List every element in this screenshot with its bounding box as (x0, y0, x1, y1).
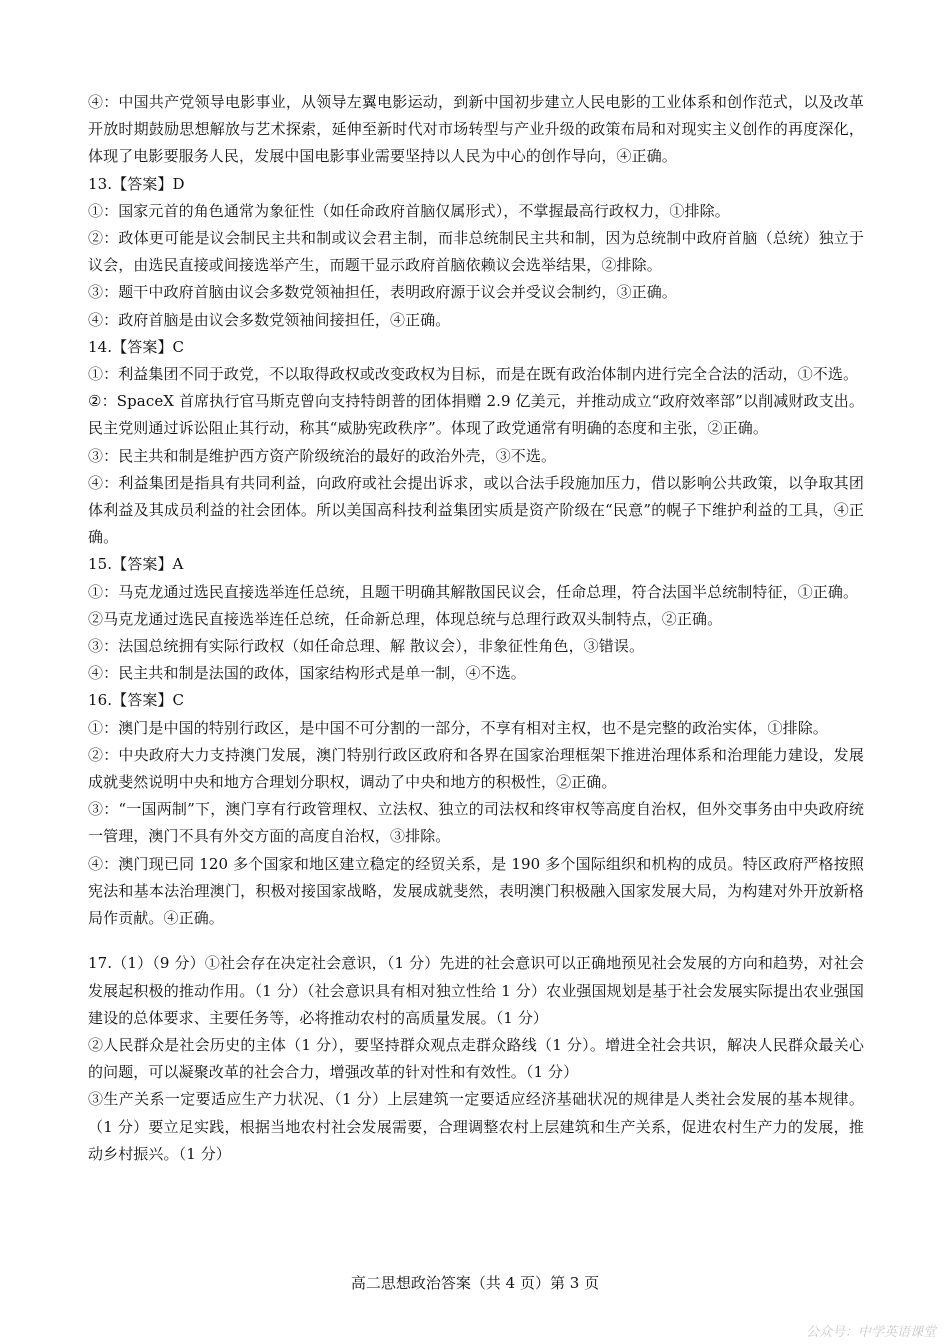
paragraph: ①：马克龙通过选民直接选举连任总统，且题干明确其解散国民议会，任命总理，符合法国半总统制特征，①正确。 (88, 582, 859, 601)
paragraph: ②：政体更可能是议会制民主共和制或议会君主制，而非总统制民主共和制，因为总统制中政府首脑（总统）独立于议会，由选民直接或间接选举产生，而题干显示政府首脑依赖议会选举结果，②排除。 (88, 229, 864, 275)
paragraph: ②：中央政府大力支持澳门发展，澳门特别行政区政府和各界在国家治理框架下推进治理体系和治理能力建设，发展成就斐然说明中央和地方合理划分职权，调动了中央和地方的积极性，②正确。 (88, 745, 864, 792)
paragraph: ③：题干中政府首脑由议会多数党领袖担任，表明政府源于议会并受议会制约，③正确。 (88, 283, 677, 302)
paragraph: ①：利益集团不同于政党，不以取得政权或改变政权为目标，而是在既有政治体制内进行完全合法的活动，①不选。 (88, 365, 859, 384)
answers-12-16 (88, 89, 864, 932)
paragraph: 17.（1）（9 分）①社会存在决定社会意识，（1 分）先进的社会意识可以正确地预见社会发展的方向和趋势，对社会发展起积极的推动作用。（1 分）（社会意识具有相对独立性给 1 分）农业强国规划是基于社会发展实际提出农业强国建设的总体要求、主要任务等，必将推动农村的高质量发展。（1 分） (88, 954, 864, 1027)
paragraph: ④：民主共和制是法国的政体，国家结构形式是单一制，④不选。 (88, 664, 526, 683)
paragraph: ④：利益集团是指具有共同利益，向政府或社会提出诉求，或以合法手段施加压力，借以影响公共政策，以争取其团体利益及其成员利益的社会团体。所以美国高科技利益集团实质是资产阶级在“民意”的幌子下维护利益的工具，④正确。 (88, 473, 864, 547)
paragraph: ④：政府首脑是由议会多数党领袖间接担任，④正确。 (88, 310, 451, 329)
paragraph: ③生产关系一定要适应生产力状况、（1 分）上层建筑一定要适应经济基础状况的规律是人类社会发展的基本规律。（1 分）要立足实践，根据当地农村社会发展需要，合理调整农村上层建筑和生产关系，促进农村生产力的发展，推动乡村振兴。（1 分） (88, 1090, 864, 1163)
question-13-answer: 13.【答案】D (88, 174, 185, 193)
paragraph: ④：中国共产党领导电影事业，从领导左翼电影运动，到新中国初步建立人民电影的工业体系和创作范式，以及改革开放时期鼓励思想解放与艺术探索，延伸至新时代对市场转型与产业升级的政策布局和对现实主义创作的再度深化，体现了电影要服务人民，发展中国电影事业需要坚持以人民为中心的创作导向，④正确。 (88, 93, 864, 166)
paragraph: ③：民主共和制是维护西方资产阶级统治的最好的政治外壳，③不选。 (88, 446, 557, 465)
question-16-answer: 16.【答案】C (88, 691, 185, 710)
question-15-answer: 15.【答案】A (88, 555, 184, 574)
paragraph: ③：“一国两制”下，澳门享有行政管理权、立法权、独立的司法权和终审权等高度自治权，但外交事务由中央政府统一管理，澳门不具有外交方面的高度自治权，③排除。 (88, 800, 864, 846)
paragraph: ③：法国总统拥有实际行政权（如任命总理、解 散议会），非象征性角色，③错误。 (88, 637, 645, 656)
question-17-answer (88, 950, 864, 1168)
paragraph: ②：SpaceX 首席执行官马斯克曾向支持特朗普的团体捐赠 2.9 亿美元，并推动成立“政府效率部”以削减财政支出。民主党则通过诉讼阻止其行动，称其“威胁宪政秩序”。体现了政党通常有明确的态度和主张，②正确。 (88, 392, 864, 438)
paragraph: ④：澳门现已同 120 多个国家和地区建立稳定的经贸关系，是 190 多个国际组织和机构的成员。特区政府严格按照宪法和基本法治理澳门，积极对接国家战略，发展成就斐然，表明澳门积极融入国家发展大局，为构建对外开放新格局作贡献。④正确。 (88, 854, 864, 928)
watermark: 公众号：中学英语课堂 (805, 1325, 936, 1340)
answer-content (88, 89, 864, 1168)
paragraph: ②马克龙通过选民直接选举连任总统，任命新总理，体现总统与总理行政双头制特点，②正确。 (88, 609, 723, 628)
paragraph: ①：国家元首的角色通常为象征性（如任命政府首脑仅属形式），不掌握最高行政权力，①排除。 (88, 201, 730, 220)
paragraph: ①：澳门是中国的特别行政区，是中国不可分割的一部分，不享有相对主权，也不是完整的政治实体，①排除。 (88, 718, 828, 737)
paragraph: ②人民群众是社会历史的主体（1 分），要坚持群众观点走群众路线（1 分）。增进全社会共识，解决人民群众最关心的问题，可以凝聚改革的社会合力，增强改革的针对性和有效性。（1 分） (88, 1035, 864, 1082)
question-14-answer: 14.【答案】C (88, 337, 185, 356)
section-gap (88, 932, 864, 950)
page-footer: 高二思想政治答案（共 4 页）第 3 页 (350, 1274, 600, 1292)
